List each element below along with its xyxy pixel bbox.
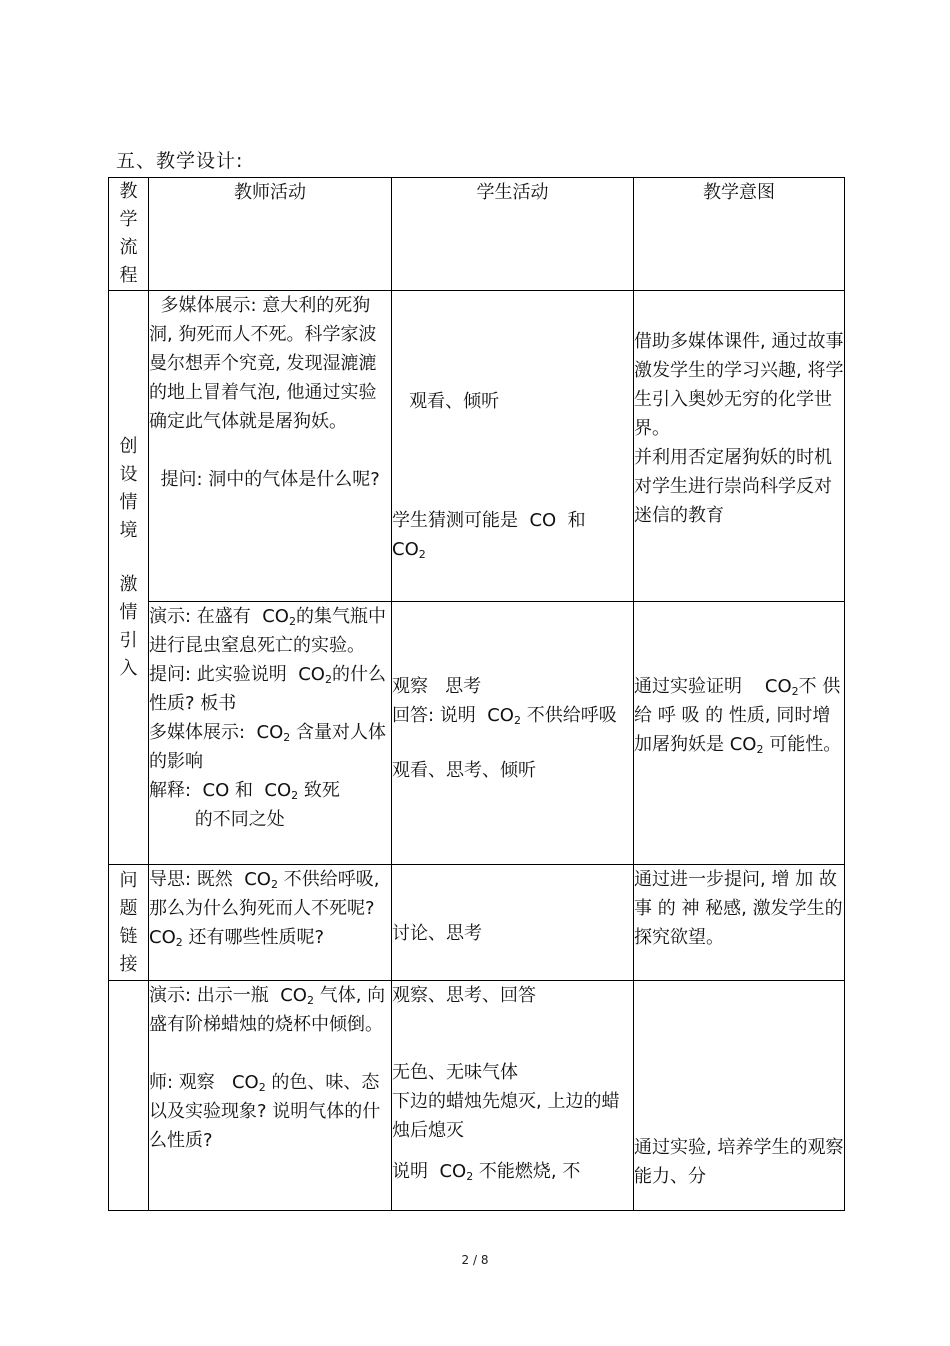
student-cell: 讨论、思考 — [392, 865, 634, 981]
intent-cell: 通过实验, 培养学生的观察能力、分 — [634, 981, 845, 1211]
student-cell: 观察、思考、回答 无色、无味气体 下边的蜡烛先熄灭, 上边的蜡烛后熄灭 说明 $CO_2$ 不能燃烧, 不 — [392, 981, 634, 1211]
teacher-cell: 演示: 在盛有 $CO_2$的集气瓶中进行昆虫窒息死亡的实验。 提问: 此实验说明 $CO_2$的什么性质? 板书 多媒体展示: $CO_2$ 含量对人体的影响 解释: CO 和 $CO_2$ 致死 的不同之处 — [149, 602, 392, 865]
teaching-design-table — [108, 177, 845, 1211]
stage-cell — [109, 865, 149, 981]
header-flow: 教学流程 — [109, 178, 149, 291]
student-cell: 观察 思考 回答: 说明 $CO_2$ 不供给呼吸 观看、思考、倾听 — [392, 602, 634, 865]
page-number: 2 / 8 — [461, 1253, 489, 1267]
intent-cell: 通过实验证明 $CO_2$不 供 给 呼 吸 的 性质, 同时增加屠狗妖是 $CO_2$ 可能性。 — [634, 602, 845, 865]
intent-cell: 借助多媒体课件, 通过故事激发学生的学习兴趣, 将学生引入奥妙无穷的化学世界。 并利用否定屠狗妖的时机对学生进行崇尚科学反对迷信的教育 — [634, 291, 845, 602]
table-row — [109, 291, 845, 602]
table-row — [109, 865, 845, 981]
stage-label: 问题链接 — [119, 870, 138, 975]
table-row — [109, 981, 845, 1211]
stage-cell — [109, 981, 149, 1211]
stage-label: 激情引入 — [119, 574, 138, 679]
header-intent: 教学意图 — [634, 178, 845, 291]
stage-cell — [109, 291, 149, 865]
teacher-cell: 多媒体展示: 意大利的死狗洞, 狗死而人不死。科学家波曼尔想弄个究竟, 发现湿漉漉的地上冒着气泡, 他通过实验确定此气体就是屠狗妖。 提问: 洞中的气体是什么呢? — [149, 291, 392, 602]
intent-cell: 通过进一步提问, 增 加 故 事 的 神 秘感, 激发学生的探究欲望。 — [634, 865, 845, 981]
header-teacher: 教师活动 — [149, 178, 392, 291]
table-header-row — [109, 178, 845, 291]
student-cell: 观看、倾听 学生猜测可能是 CO 和 $CO_2$ — [392, 291, 634, 602]
section-heading: 五、教学设计: — [116, 150, 244, 172]
teacher-cell: 演示: 出示一瓶 $CO_2$ 气体, 向盛有阶梯蜡烛的烧杯中倾倒。 师: 观察 $CO_2$ 的色、味、态以及实验现象? 说明气体的什么性质? — [149, 981, 392, 1211]
header-student: 学生活动 — [392, 178, 634, 291]
table-row — [109, 602, 845, 865]
teacher-cell: 导思: 既然 $CO_2$ 不供给呼吸, 那么为什么狗死而人不死呢? $CO_2$ 还有哪些性质呢? — [149, 865, 392, 981]
stage-label: 创设情境 — [119, 436, 138, 541]
